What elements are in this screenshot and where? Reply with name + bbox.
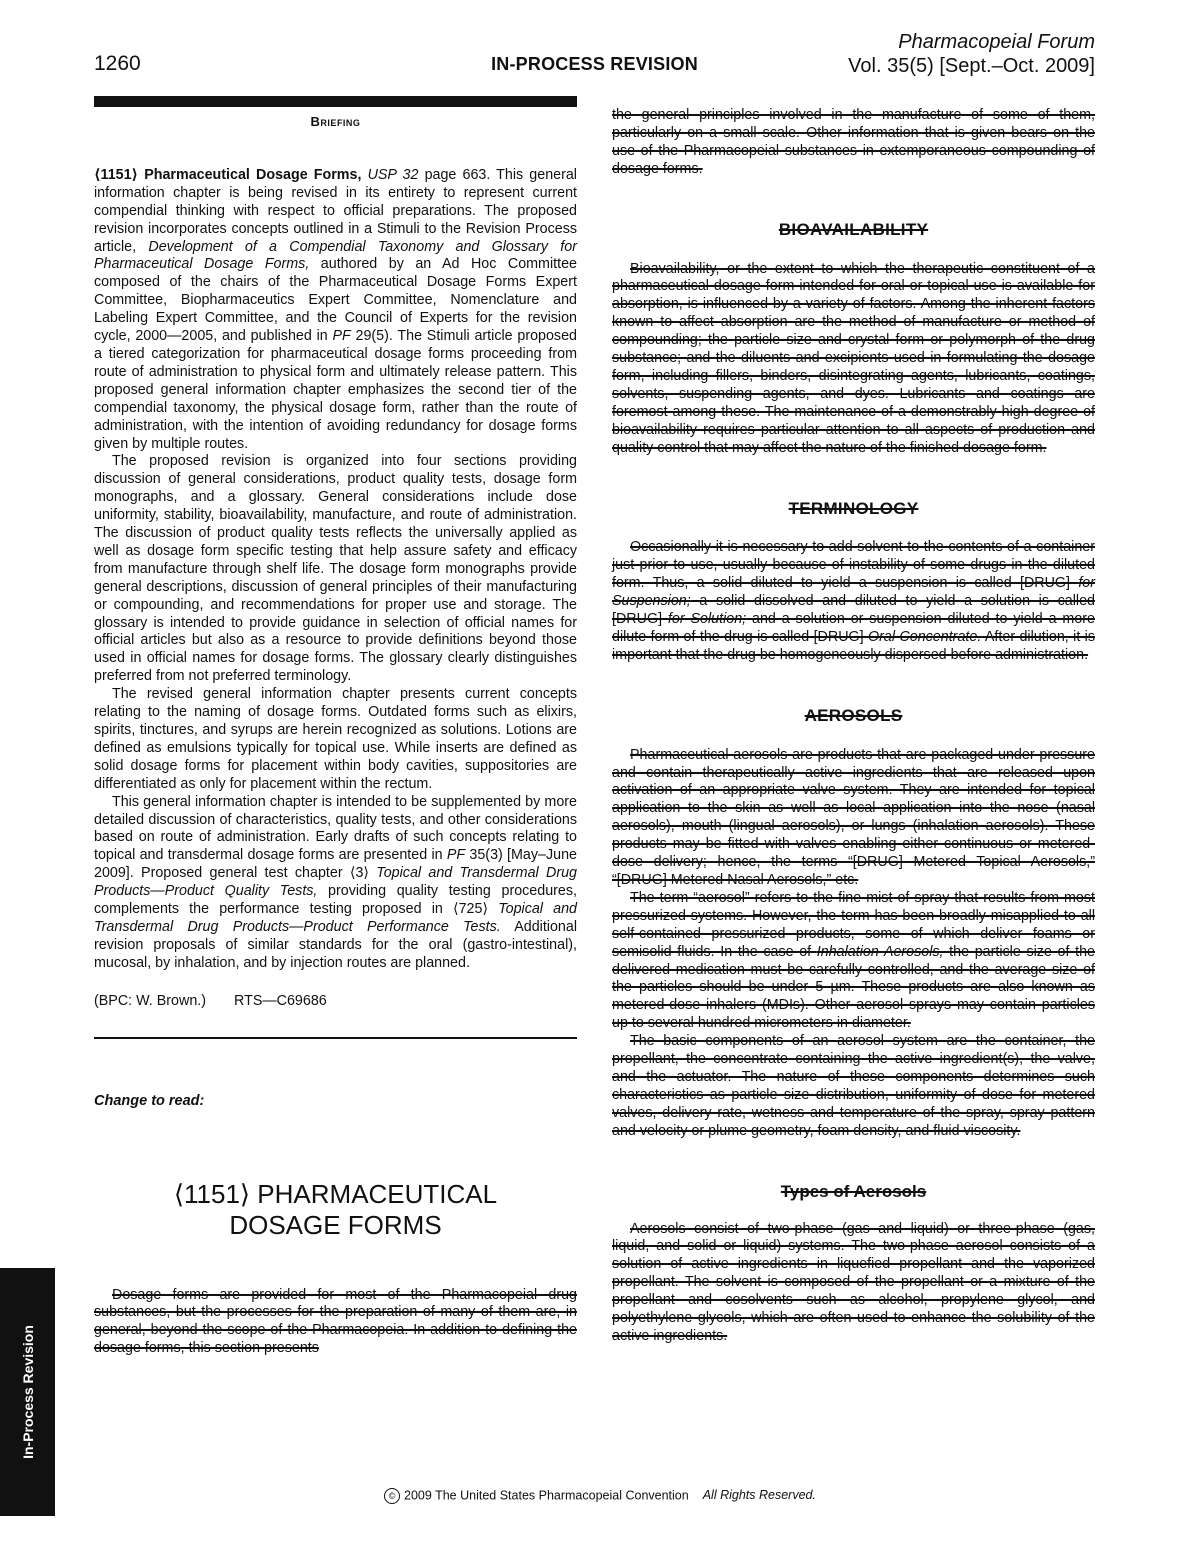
side-tab bbox=[0, 1268, 55, 1516]
terminology-text: Occasionally it is necessary to add solvent to the contents of a container just prior to use, usually because of instability of some drugs in the diluted form. Thus, a solid diluted to yield a suspension is called [DRUG] for Suspension; a solid dissolved and diluted to yield a solution is called [DRUG] for Solution; and a solution or suspension diluted to yield a more dilute form of the drug is called [DRUG] Oral Concentrate. After dilution, it is important that the drug be homogeneously dispersed before administration. bbox=[612, 539, 1096, 663]
journal-name: Pharmacopeial Forum bbox=[898, 31, 1095, 53]
types-of-aerosols-heading: Types of Aerosols bbox=[780, 1181, 927, 1201]
chapter-title: ⟨1151⟩ PHARMACEUTICAL DOSAGE FORMS bbox=[173, 1178, 498, 1240]
citation-bpc: (BPC: W. Brown.) bbox=[94, 992, 207, 1009]
side-tab-label: In-Process Revision bbox=[19, 1325, 36, 1459]
aerosols-paragraph-1: Pharmaceutical aerosols are products that are packaged under pressure and contain therapeutically active ingredients that are released upon activation of an appropriate valve system. They are intended for topical application to the skin as well as local application into the nose (nasal aerosols), mouth (lingual aerosols), or lungs (inhalation aerosols). These products may be fitted with valves enabling either continuous or metered-dose delivery; hence, the terms “[DRUG] Metered Topical Aerosols,” “[DRUG] Metered Nasal Aerosols,” etc. bbox=[612, 746, 1095, 888]
page-number: 1260 bbox=[94, 52, 141, 75]
citation-rts: RTS—C69686 bbox=[234, 992, 327, 1009]
bioavailability-text: Bioavailability, or the extent to which the therapeutic constituent of a pharmaceutical dosage form intended for oral or topical use is available for absorption, is influenced by a variety of factors. Among the inherent factors known to affect absorption are the method of manufacture or method of compounding; the particle size and crystal form or polymorph of the drug substance; and the diluents and excipients used in formulating the dosage form, including fillers, binders, disintegrating agents, lubricants, coatings, solvents, suspending agents, and dyes. Lubricants and coatings are foremost among these. The maintenance of a demonstrably high degree of bioavailability requires particular attention to all aspects of production and quality control that may affect the nature of the finished dosage form. bbox=[612, 260, 1095, 456]
bioavailability-heading: BIOAVAILABILITY bbox=[778, 219, 929, 239]
copyright-icon: © bbox=[384, 1488, 400, 1504]
stimuli-article-title: Development of a Compendial Taxonomy and Glossary for Pharmaceutical Dosage Forms, bbox=[94, 238, 577, 273]
running-header bbox=[94, 30, 1095, 80]
briefing-paragraph-2: The proposed revision is organized into four sections providing discussion of general considerations, product quality tests, dosage form monographs, and a glossary. General considerations include dose uniformity, stability, bioavailability, manufacture, and route of administration. The discussion of product quality tests reflects the universally applied as well as dosage form specific testing that help assure safety and efficacy from manufacture through shelf life. The dosage form monographs provide general descriptions, discussion of general principles of their manufacturing or compounding, and recommendations for proper use and storage. The glossary is intended to provide guidance in selection of official names for official articles but also as a resource to provide definitions beyond those used in official names for dosage forms. The glossary clearly distinguishes preferred from not preferred terminology. bbox=[94, 453, 577, 685]
aerosols-heading: AEROSOLS bbox=[804, 705, 903, 725]
briefing-title: Briefing bbox=[310, 114, 361, 129]
journal-volume: Vol. 35(5) [Sept.–Oct. 2009] bbox=[848, 55, 1095, 77]
right-column bbox=[612, 107, 1095, 1346]
briefing-citation bbox=[94, 993, 577, 1011]
intro-deleted-text: Dosage forms are provided for most of the Pharmacopeial drug substances, but the processes for the preparation of many of them are, in general, beyond the scope of the Pharmacopeia. In addition to defining the dosage forms, this section presents bbox=[94, 1286, 577, 1357]
section-label: IN-PROCESS REVISION bbox=[491, 54, 698, 74]
left-column bbox=[94, 96, 577, 1358]
briefing-bottom-rule bbox=[94, 1037, 577, 1039]
page-footer bbox=[0, 1488, 1200, 1504]
terminology-heading: TERMINOLOGY bbox=[788, 498, 919, 518]
aerosols-paragraph-2: The term “aerosol” refers to the fine mist of spray that results from most pressurized systems. However, the term has been broadly misapplied to all self-contained pressurized products, some of which deliver foams or semisolid fluids. In the case of Inhalation Aerosols, the particle size of the delivered medication must be carefully controlled, and the average size of the particles should be under 5 µm. These products are also known as metered-dose inhalers (MDIs). Other aerosol sprays may contain particles up to several hundred micrometers in diameter. bbox=[612, 889, 1095, 1032]
briefing-paragraph-1: ⟨1151⟩ Pharmaceutical Dosage Forms, USP 32 page 663. This general information chapter is being revised in its entirety to represent current compendial thinking with respect to official preparations. The proposed revision incorporates concepts outlined in a Stimuli to the Revision Process article, Development of a Compendial Taxonomy and Glossary for Pharmaceutical Dosage Forms, authored by an Ad Hoc Committee composed of the chairs of the Pharmaceutical Dosage Forms Expert Committee, Biopharmaceutics Expert Committee, Nomenclature and Labeling Expert Committee, and the Council of Experts for the revision cycle, 2000—2005, and published in PF 29(5). The Stimuli article proposed a tiered categorization for pharmaceutical dosage forms proceeding from route of administration to physical form and ultimately release pattern. This proposed general information chapter emphasizes the second tier of the compendial taxonomy, the physical dosage form, rather than the route of administration, with the intention of avoiding redundancy for dosage forms given by multiple routes. bbox=[94, 166, 577, 452]
briefing-top-rule bbox=[94, 96, 577, 107]
intro-continuation: the general principles involved in the manufacture of some of them, particularly on a small scale. Other information that is given bears on the use of the Pharmacopeial substances in extemporaneous compounding of dosage forms. bbox=[612, 107, 1095, 177]
change-label: Change to read: bbox=[94, 1092, 205, 1109]
footer-text: 2009 The United States Pharmacopeial Convention bbox=[404, 1488, 689, 1503]
briefing-paragraph-4: This general information chapter is intended to be supplemented by more detailed discussion of characteristics, quality tests, and other considerations based on route of administration. Early drafts of such concepts relating to topical and transdermal dosage forms are presented in PF 35(3) [May–June 2009]. Proposed general test chapter ⟨3⟩ Topical and Transdermal Drug Products—Product Quality Tests, providing quality testing procedures, complements the performance testing proposed in ⟨725⟩ Topical and Transdermal Drug Products—Product Performance Tests. Additional revision proposals of similar standards for the oral (gastro-intestinal), mucosal, by inhalation, and by injection routes are planned. bbox=[94, 793, 577, 971]
types-of-aerosols-text: Aerosols consist of two-phase (gas and liquid) or three-phase (gas, liquid, and solid or liquid) systems. The two-phase aerosol consists of a solution of active ingredients in liquefied propellant and the vaporized propellant. The solvent is composed of the propellant or a mixture of the propellant and cosolvents such as alcohol, propylene glycol, and polyethylene glycols, which are often used to enhance the solubility of the active ingredients. bbox=[612, 1220, 1095, 1344]
briefing-chapter-ref: ⟨1151⟩ Pharmaceutical Dosage Forms, bbox=[94, 166, 362, 183]
briefing-paragraph-3: The revised general information chapter presents current concepts relating to the naming of dosage forms. Outdated forms such as elixirs, spirits, tinctures, and syrups are herein recognized as solutions. Lotions are defined as emulsions typically for topical use. While inserts are defined as solid dosage forms for placement within body cavities, suppositories are differentiated as only for placement within the rectum. bbox=[94, 686, 577, 792]
aerosols-paragraph-3: The basic components of an aerosol system are the container, the propellant, the concentrate containing the active ingredient(s), the valve, and the actuator. The nature of these components determines such characteristics as particle size distribution, uniformity of dose for metered valves, delivery rate, wetness and temperature of the spray, spray pattern and velocity or plume geometry, foam density, and fluid viscosity. bbox=[612, 1033, 1095, 1139]
footer-rights: All Rights Reserved. bbox=[702, 1488, 816, 1503]
briefing-usp-ref: USP 32 bbox=[367, 166, 419, 183]
journal-info bbox=[848, 30, 1095, 78]
